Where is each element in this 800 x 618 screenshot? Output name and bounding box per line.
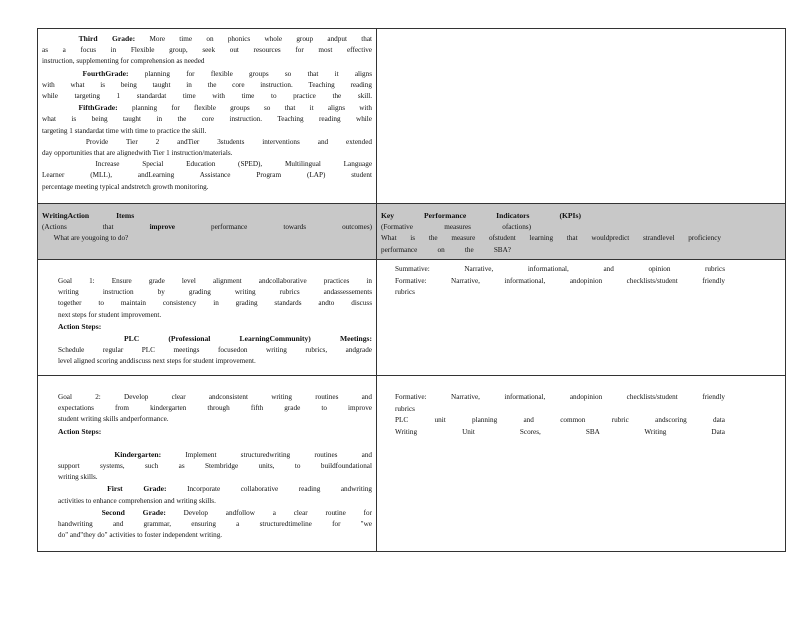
- writing-action-title: WritingAction Items: [42, 211, 135, 220]
- bold-label: Action Steps:: [58, 426, 102, 436]
- kpi-list-item: [381, 276, 781, 288]
- kpi-list-item: [381, 264, 781, 276]
- bold-label: Second Grade:: [101, 507, 166, 517]
- line-text: writing instruction by grading writing rubrics andassessements: [58, 288, 372, 297]
- line-text: Schedule regular PLC meetings focusedon writing rubrics, andgrade: [58, 346, 372, 355]
- line-text: Implement structuredwriting routines and: [185, 450, 372, 459]
- cell-grade-plans: [38, 29, 377, 204]
- bold-label: Action Steps:: [58, 321, 102, 331]
- kpi-item-wrap: rubrics: [395, 288, 415, 296]
- kpi-item-text: Formative: Narrative, informational, andopinion checklists/student friendly: [395, 276, 725, 285]
- text-line: [42, 68, 372, 80]
- kpi-item-wrap: rubrics: [395, 404, 415, 413]
- text-line: [58, 345, 372, 356]
- bold-label: FourthGrade:: [82, 68, 129, 78]
- kpi-subtitle: (Formative measures ofactions): [381, 223, 531, 232]
- row-header: [38, 204, 786, 260]
- row-goal-2: [38, 376, 786, 552]
- grade-plan-text: [38, 29, 376, 193]
- line-text: Provide Tier 2 andTier 3students interventions and extended: [85, 137, 372, 146]
- row-reading-grades: [38, 29, 786, 204]
- text-line: [58, 414, 372, 425]
- line-text: do" and"they do" activities to foster independent writing.: [58, 531, 223, 540]
- kpi-list-item: [381, 427, 781, 439]
- text-line: [58, 472, 372, 483]
- text-line: [58, 287, 372, 298]
- cell-goal-1: [38, 260, 377, 376]
- text-line: [58, 449, 372, 461]
- kpi-list-item: [381, 415, 781, 427]
- cell-writing-action-header: [38, 204, 377, 260]
- kpi-list-item: [381, 392, 781, 404]
- line-text: while targeting 1 standardat time with time to practice the skill.: [42, 92, 372, 101]
- goal-1-kpi-list: [377, 260, 785, 299]
- text-line: [58, 392, 372, 403]
- goal-2-text: [38, 376, 376, 541]
- text-line: [42, 80, 372, 91]
- line-text: Increase Special Education (SPED), Multilingual Language: [95, 160, 372, 169]
- cell-goal-2-kpis: [377, 376, 786, 552]
- cell-goal-1-kpis: [377, 260, 786, 376]
- text-line: [58, 356, 372, 367]
- line-text: student writing skills andperformance.: [58, 415, 169, 424]
- text-line: [58, 298, 372, 309]
- line-text: level aligned scoring anddiscuss next steps for student improvement.: [58, 357, 256, 366]
- text-line: [42, 45, 372, 56]
- line-text: as a focus in Flexible group, seek out resources for most effective: [42, 46, 372, 55]
- line-text: Goal 1: Ensure grade level alignment andcollaborative practices in: [58, 277, 372, 285]
- line-text: writing skills.: [58, 473, 98, 482]
- text-line: [58, 519, 372, 530]
- line-text: handwriting and grammar, ensuring a structuredtimeline for "we: [58, 520, 372, 529]
- text-line: [42, 137, 372, 148]
- bold-label: Kindergarten:: [114, 449, 162, 459]
- text-line: [58, 426, 372, 438]
- text-line: [42, 170, 372, 181]
- line-text: targeting 1 standardat time with time to practice the skill.: [42, 126, 207, 135]
- line-text: Learner (MLL), andLearning Assistance Program (LAP) student: [42, 171, 372, 180]
- text-line: [58, 530, 372, 541]
- text-line: [58, 483, 372, 495]
- plan-table: [37, 28, 786, 552]
- text-line: [42, 33, 372, 45]
- line-text: activities to enhance comprehension and writing skills.: [58, 496, 216, 505]
- text-line: [42, 91, 372, 102]
- text-line: [42, 182, 372, 193]
- kpi-title: Key Performance Indicators (KPIs): [381, 211, 581, 220]
- line-text: instruction, supplementing for comprehension as needed: [42, 57, 205, 66]
- line-text: percentage meeting typical andstretch growth monitoring.: [42, 182, 209, 191]
- text-line: [42, 114, 372, 125]
- cell-empty: [377, 29, 786, 204]
- line-text: day opportunities that are alignedwith Tier 1 instruction/materials.: [42, 149, 233, 158]
- text-line: [42, 148, 372, 159]
- text-line: [58, 276, 372, 287]
- text-line: [58, 507, 372, 519]
- goal-1-text: [38, 260, 376, 368]
- kpi-item-text: Writing Unit Scores, SBA Writing Data: [395, 427, 725, 436]
- kpi-question: What is the measure ofstudent learning that wouldpredict strandlevel proficiency: [381, 234, 721, 243]
- line-text: Goal 2: Develop clear andconsistent writing routines and: [58, 393, 372, 401]
- line-text: with what is being taught in the core instruction. Teaching reading: [42, 80, 372, 89]
- line-text: what is being taught in the core instruction. Teaching reading while: [42, 115, 372, 124]
- line-text: next steps for student improvement.: [58, 310, 162, 319]
- writing-action-subtitle: (Actions that improve performance towards outcomes): [42, 223, 372, 232]
- text-line: [58, 461, 372, 472]
- text-line: [58, 310, 372, 321]
- row-goal-1: [38, 260, 786, 376]
- text-line: [58, 403, 372, 414]
- kpi-item-text: Summative: Narrative, informational, and opinion rubrics: [395, 265, 725, 273]
- text-line: [42, 126, 372, 137]
- cell-kpi-header: [377, 204, 786, 260]
- line-text: Incorporate collaborative reading andwriting: [187, 485, 372, 494]
- kpi-item-text: Formative: Narrative, informational, andopinion checklists/student friendly: [395, 393, 725, 401]
- bold-label: First Grade:: [107, 484, 167, 494]
- bold-label: FifthGrade:: [78, 103, 118, 113]
- text-line: [42, 102, 372, 114]
- kpi-question-cont: performance on the SBA?: [381, 245, 511, 254]
- line-text: expectations from kindergarten through fifth grade to improve: [58, 404, 372, 413]
- spacer: [58, 438, 372, 449]
- line-text: support systems, such as Stembridge units, to buildfoundational: [58, 462, 372, 471]
- line-text: planning for flexible groups so that it aligns: [144, 69, 372, 78]
- line-text: planning for flexible groups so that it aligns with: [131, 104, 372, 113]
- text-line: [42, 56, 372, 67]
- kpi-item-text: PLC unit planning and common rubric andscoring data: [395, 416, 725, 424]
- text-line: [58, 333, 372, 345]
- text-line: [58, 321, 372, 333]
- text-line: [42, 159, 372, 170]
- line-text: More time on phonics whole group andput that: [149, 35, 372, 43]
- bold-label: Third Grade:: [78, 34, 136, 43]
- line-text: together to maintain consistency in grading standards andto discuss: [58, 299, 372, 308]
- text-line: [58, 496, 372, 507]
- writing-action-question: What are yougoing to do?: [53, 234, 129, 243]
- goal-2-kpi-list: [377, 376, 785, 438]
- cell-goal-2: [38, 376, 377, 552]
- line-text: Develop andfollow a clear routine for: [183, 508, 372, 517]
- bold-label: PLC (Professional LearningCommunity) Meetings:: [124, 334, 372, 344]
